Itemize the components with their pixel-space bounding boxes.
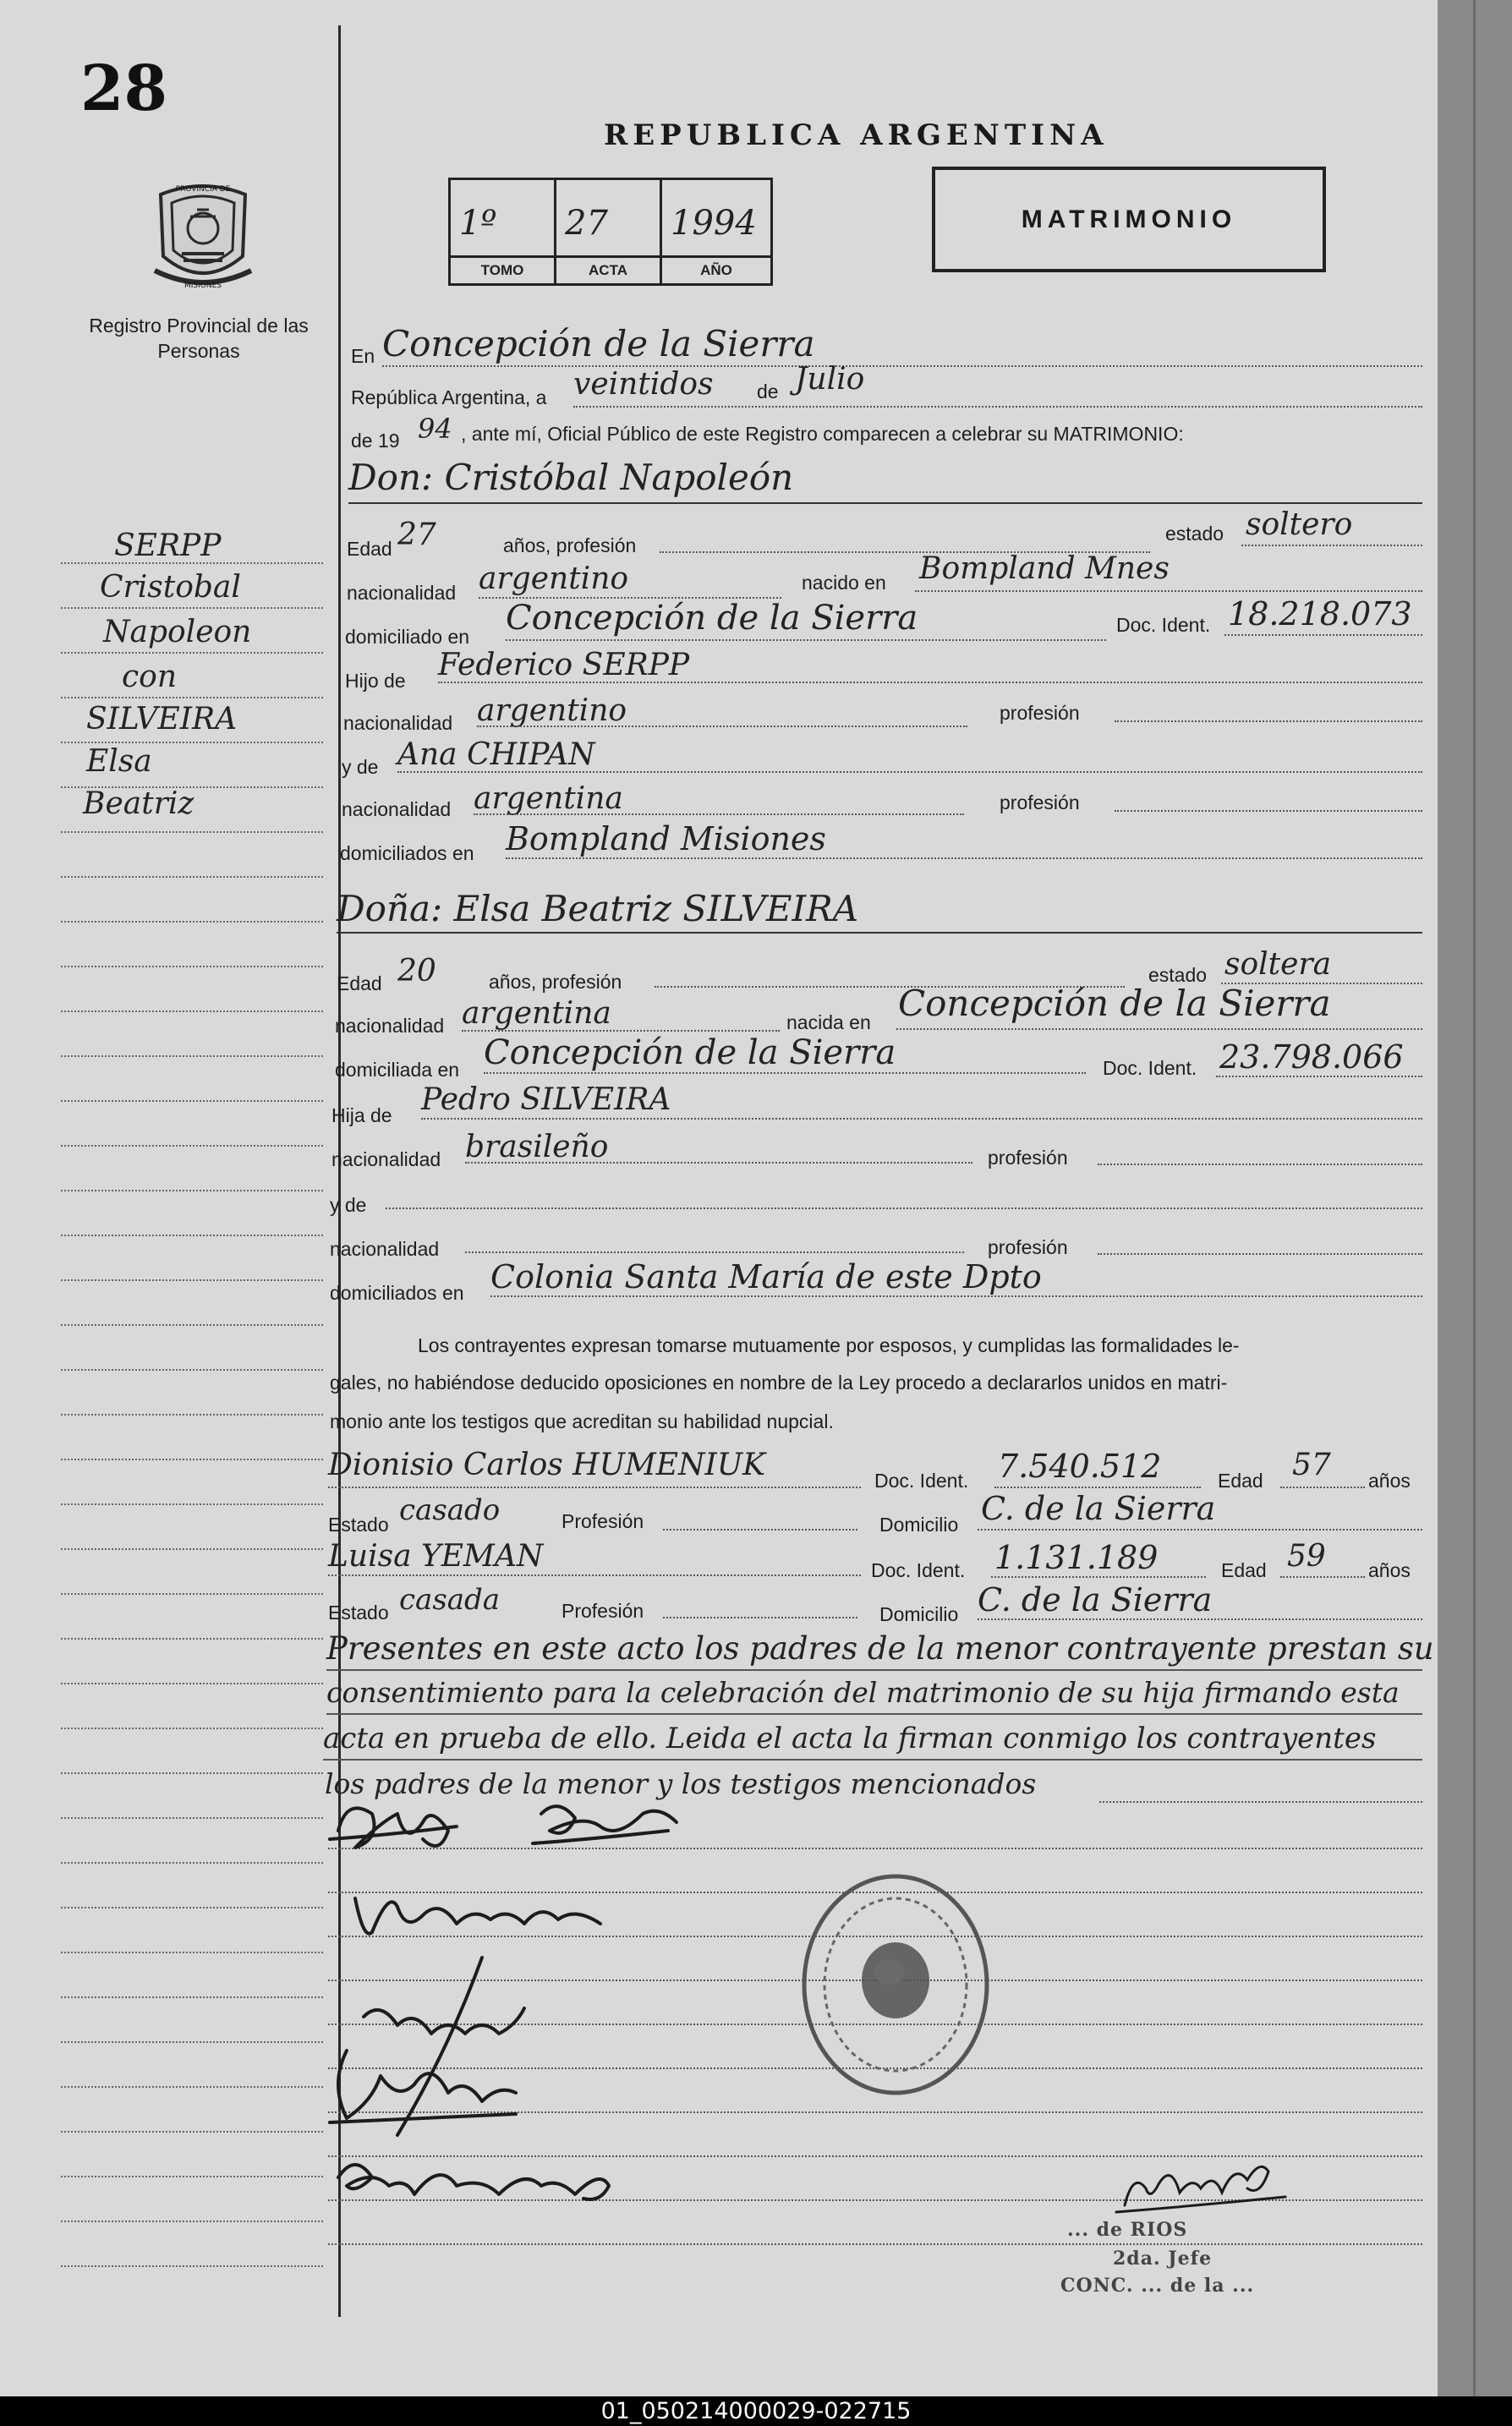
- groom-mother: Ana CHIPAN: [397, 737, 595, 772]
- witness2-age-label: Edad: [1221, 1559, 1267, 1581]
- groom-parents-domicile: Bompland Misiones: [506, 820, 826, 857]
- margin-ruled-line: [61, 1190, 323, 1191]
- witness2-domicilio: C. de la Sierra: [978, 1581, 1213, 1618]
- margin-ruled-line: [61, 1593, 323, 1595]
- groom-name: Don: Cristóbal Napoleón: [348, 457, 794, 498]
- place-line: [382, 365, 1422, 367]
- margin-ruled-line: [61, 2041, 323, 2043]
- witness2-age: 59: [1287, 1539, 1326, 1574]
- witness1-age-label: Edad: [1218, 1470, 1263, 1492]
- provincial-crest-icon: [148, 176, 258, 294]
- groom-parents-dom-line: [506, 857, 1422, 859]
- official-stamp-line: 2da. Jefe: [1113, 2248, 1213, 2270]
- bride-nat-line: [462, 1030, 780, 1032]
- bride-father-nat: brasileño: [465, 1130, 609, 1164]
- tomo-value: 1º: [459, 204, 497, 243]
- crest-top-text: PROVINCIA DE: [175, 185, 231, 194]
- witness2-profession-label: Profesión: [562, 1600, 644, 1622]
- bride-mother-label: y de: [330, 1194, 367, 1216]
- notes-line-end: [1099, 1801, 1422, 1803]
- bride-birthplace-line: [896, 1028, 1422, 1030]
- margin-ruled-line: [61, 1279, 323, 1281]
- margin-ruled-line: [61, 2086, 323, 2088]
- register-reference-box: [448, 178, 773, 286]
- margin-ruled-line: [61, 1055, 323, 1057]
- notes-rule: [326, 1669, 1422, 1671]
- witness2-name: Luisa YEMAN: [328, 1539, 544, 1574]
- margin-ruled-line: [61, 1638, 323, 1640]
- witness2-doc-label: Doc. Ident.: [871, 1559, 966, 1581]
- groom-domicile: Concepción de la Sierra: [506, 599, 918, 638]
- groom-father-line: [438, 682, 1422, 683]
- margin-ruled-line: [61, 1503, 323, 1505]
- margin-ruled-line: [61, 1817, 323, 1819]
- groom-mother-nat-line: [474, 813, 964, 815]
- margin-note-line: Elsa: [86, 744, 152, 779]
- notes-line: acta en prueba de ello. Leida el acta la firman conmigo los contrayentes: [323, 1722, 1377, 1755]
- witness1-doc: 7.540.512: [998, 1448, 1162, 1485]
- groom-father-label: Hijo de: [345, 670, 406, 692]
- bride-doc: 23.798.066: [1219, 1038, 1404, 1076]
- witness2-anos-label: años: [1368, 1559, 1411, 1581]
- groom-birthplace-line: [915, 590, 1422, 592]
- witness1-domicilio-label: Domicilio: [879, 1514, 959, 1536]
- groom-parents-dom-label: domiciliados en: [340, 842, 474, 864]
- witness2-profession-line: [663, 1617, 857, 1618]
- scan-edge-line: [1473, 0, 1476, 2396]
- declaration-line: gales, no habiéndose deducido oposiciones en nombre de la Ley procedo a declararlos unidos en matri-: [330, 1372, 1228, 1394]
- witness1-doc-line: [994, 1487, 1201, 1488]
- margin-ruled-line: [61, 1369, 323, 1371]
- bride-mother-line: [386, 1208, 1422, 1209]
- groom-domicile-label: domiciliado en: [345, 626, 470, 648]
- bride-domicile-label: domiciliada en: [335, 1059, 460, 1081]
- margin-note-line: Beatriz: [83, 786, 194, 821]
- notes-rule: [326, 1713, 1422, 1715]
- groom-birthplace: Bompland Mnes: [919, 551, 1170, 586]
- margin-note-line: SERPP: [114, 528, 222, 563]
- witness2-name-line: [328, 1574, 861, 1576]
- day-value: veintidos: [573, 367, 714, 402]
- bride-mother-prof-label: profesión: [988, 1236, 1068, 1258]
- margin-ruled-line: [61, 607, 323, 609]
- groom-estado-label: estado: [1165, 523, 1224, 545]
- groom-mother-nat: argentina: [474, 781, 623, 816]
- margin-ruled-line: [61, 1907, 323, 1908]
- groom-mother-line: [397, 771, 1422, 773]
- bride-mother-prof-line: [1098, 1253, 1422, 1255]
- notes-rule: [323, 1759, 1422, 1761]
- margin-ruled-line: [61, 1996, 323, 1998]
- groom-nat-label: nacionalidad: [347, 582, 457, 604]
- bride-birthplace: Concepción de la Sierra: [898, 983, 1331, 1024]
- witness2-estado: casada: [399, 1583, 501, 1617]
- bride-father-nat-line: [465, 1162, 972, 1164]
- bride-father-line: [421, 1118, 1422, 1120]
- acta-cell: [556, 180, 662, 283]
- witness1-profession-line: [663, 1529, 857, 1531]
- witness2-domicilio-line: [978, 1618, 1422, 1620]
- margin-ruled-line: [61, 876, 323, 878]
- declaration-line: monio ante los testigos que acreditan su habilidad nupcial.: [330, 1410, 834, 1432]
- notes-line: consentimiento para la celebración del matrimonio de su hija firmando esta: [326, 1676, 1400, 1709]
- bride-domicile-line: [484, 1072, 1086, 1074]
- bride-father-label: Hija de: [331, 1104, 392, 1126]
- groom-father-prof-label: profesión: [1000, 702, 1080, 724]
- de-label: de: [757, 381, 779, 403]
- margin-ruled-line: [61, 1010, 323, 1012]
- witness1-age: 57: [1292, 1448, 1331, 1482]
- record-type-box: MATRIMONIO: [932, 167, 1326, 272]
- groom-estado: soltero: [1246, 507, 1353, 542]
- groom-born-label: nacido en: [802, 572, 886, 594]
- groom-mother-nat-label: nacionalidad: [342, 798, 452, 820]
- margin-ruled-line: [61, 1100, 323, 1102]
- groom-mother-prof-line: [1115, 810, 1422, 812]
- bride-estado-label: estado: [1148, 964, 1208, 986]
- witness1-name-line: [328, 1487, 861, 1488]
- bride-doc-label: Doc. Ident.: [1103, 1057, 1197, 1079]
- margin-ruled-line: [61, 742, 323, 743]
- groom-age-label: Edad: [347, 538, 392, 560]
- tomo-label: TOMO: [451, 255, 554, 283]
- margin-ruled-line: [61, 1952, 323, 1953]
- date-line: [573, 406, 1422, 408]
- bride-father-prof-line: [1098, 1164, 1422, 1165]
- bride-father-prof-label: profesión: [988, 1147, 1068, 1169]
- margin-ruled-line: [61, 1772, 323, 1774]
- groom-doc-label: Doc. Ident.: [1116, 614, 1211, 636]
- groom-doc-line: [1224, 634, 1422, 636]
- witness2-doc-line: [991, 1576, 1206, 1578]
- bride-parents-domicile: Colonia Santa María de este Dpto: [490, 1258, 1042, 1295]
- file-id-bar: 01_050214000029-022715: [0, 2396, 1512, 2426]
- bride-domicile: Concepción de la Sierra: [484, 1033, 896, 1072]
- groom-profession-label: años, profesión: [503, 534, 637, 556]
- bride-mother-nat-line: [465, 1251, 964, 1253]
- notes-line: los padres de la menor y los testigos mencionados: [325, 1767, 1037, 1800]
- registry-office-label: Registro Provincial de las Personas: [89, 315, 309, 362]
- bride-father-nat-label: nacionalidad: [331, 1148, 441, 1170]
- margin-ruled-line: [61, 697, 323, 698]
- groom-father: Federico SERPP: [438, 648, 690, 682]
- margin-ruled-line: [61, 1862, 323, 1864]
- margin-ruled-line: [61, 1728, 323, 1729]
- year-cell: [662, 180, 770, 283]
- witness2-estado-label: Estado: [328, 1602, 389, 1624]
- bride-profession-label: años, profesión: [489, 971, 622, 993]
- notes-line: Presentes en este acto los padres de la menor contrayente prestan su: [326, 1630, 1434, 1667]
- bride-age: 20: [397, 954, 436, 988]
- witness1-domicilio-line: [978, 1529, 1422, 1531]
- margin-ruled-line: [61, 2176, 323, 2177]
- acta-label: ACTA: [556, 255, 660, 283]
- bride-name-line: [337, 932, 1422, 934]
- witness2-domicilio-label: Domicilio: [879, 1603, 959, 1625]
- official-signature-icon: [1099, 2146, 1319, 2222]
- bride-parents-dom-line: [490, 1295, 1422, 1297]
- groom-name-line: [348, 502, 1422, 504]
- acta-value: 27: [565, 204, 608, 243]
- declaration-line: Los contrayentes expresan tomarse mutuamente por esposos, y cumplidas las formalidades le-: [418, 1334, 1240, 1356]
- witness2-age-line: [1280, 1576, 1365, 1578]
- official-stamp-line: CONC. ... de la ...: [1060, 2275, 1255, 2297]
- margin-ruled-line: [61, 1548, 323, 1550]
- margin-ruled-line: [61, 966, 323, 967]
- margin-ruled-line: [61, 1235, 323, 1236]
- en-label: En: [351, 345, 375, 367]
- witness1-name: Dionisio Carlos HUMENIUK: [328, 1448, 766, 1482]
- witness1-estado-label: Estado: [328, 1514, 389, 1536]
- bride-doc-line: [1216, 1076, 1422, 1077]
- signatures-icon: [321, 1780, 795, 2253]
- groom-father-nat-label: nacionalidad: [343, 712, 453, 734]
- folio-number: 28: [80, 52, 167, 125]
- groom-domicile-line: [506, 639, 1106, 641]
- official-seal-icon: [798, 1870, 993, 2099]
- margin-ruled-line: [61, 2265, 323, 2267]
- month-value: Julio: [795, 362, 865, 397]
- groom-father-nat: argentino: [477, 693, 627, 728]
- bride-nat-label: nacionalidad: [335, 1015, 445, 1037]
- margin-ruled-line: [61, 831, 323, 833]
- groom-mother-label: y de: [342, 756, 379, 778]
- bride-nationality: argentina: [462, 996, 611, 1031]
- groom-father-nat-line: [477, 726, 967, 727]
- bride-mother-nat-label: nacionalidad: [330, 1238, 440, 1260]
- margin-ruled-line: [61, 1145, 323, 1147]
- margin-ruled-line: [61, 2131, 323, 2133]
- bride-estado: soltera: [1224, 947, 1332, 982]
- margin-note-line: SILVEIRA: [86, 702, 238, 737]
- witness1-domicilio: C. de la Sierra: [981, 1490, 1216, 1527]
- groom-mother-prof-label: profesión: [1000, 791, 1080, 813]
- margin-ruled-line: [61, 1414, 323, 1416]
- witness2-doc: 1.131.189: [994, 1539, 1159, 1576]
- year-suffix-value: 94: [418, 413, 452, 445]
- tomo-cell: [451, 180, 556, 283]
- year-prefix-label: de 19: [351, 430, 400, 452]
- margin-ruled-line: [61, 2221, 323, 2222]
- bride-father: Pedro SILVEIRA: [421, 1082, 671, 1117]
- margin-note-line: Cristobal: [100, 570, 241, 605]
- witness1-age-line: [1280, 1487, 1365, 1488]
- groom-age: 27: [397, 518, 436, 552]
- year-label: AÑO: [662, 255, 770, 283]
- groom-nationality: argentino: [479, 561, 629, 596]
- witness1-profession-label: Profesión: [562, 1510, 644, 1532]
- margin-ruled-line: [61, 921, 323, 923]
- margin-ruled-line: [61, 652, 323, 654]
- groom-doc: 18.218.073: [1228, 595, 1412, 633]
- margin-ruled-line: [61, 1459, 323, 1460]
- republic-label: República Argentina, a: [351, 386, 547, 408]
- margin-ruled-line: [61, 1683, 323, 1684]
- bride-name: Doña: Elsa Beatriz SILVEIRA: [337, 888, 859, 929]
- witness1-doc-label: Doc. Ident.: [874, 1470, 969, 1492]
- official-stamp-line: ... de RIOS: [1067, 2219, 1188, 2241]
- bride-parents-dom-label: domiciliados en: [330, 1282, 464, 1304]
- statement-text: , ante mí, Oficial Público de este Registro comparecen a celebrar su MATRIMONIO:: [461, 423, 1184, 445]
- groom-father-prof-line: [1115, 720, 1422, 722]
- country-heading: REPUBLICA ARGENTINA: [604, 118, 1109, 152]
- witness1-anos-label: años: [1368, 1470, 1411, 1492]
- margin-note-line: Napoleon: [103, 615, 252, 649]
- margin-note-line: con: [122, 660, 178, 694]
- bride-age-label: Edad: [337, 972, 382, 994]
- margin-ruled-line: [61, 1324, 323, 1326]
- place-value: Concepción de la Sierra: [382, 323, 815, 364]
- bride-born-label: nacida en: [786, 1011, 871, 1033]
- groom-estado-line: [1241, 545, 1422, 546]
- year-value: 1994: [671, 204, 757, 243]
- witness1-estado: casado: [399, 1493, 501, 1527]
- crest-bottom-text: MISIONES: [184, 282, 222, 290]
